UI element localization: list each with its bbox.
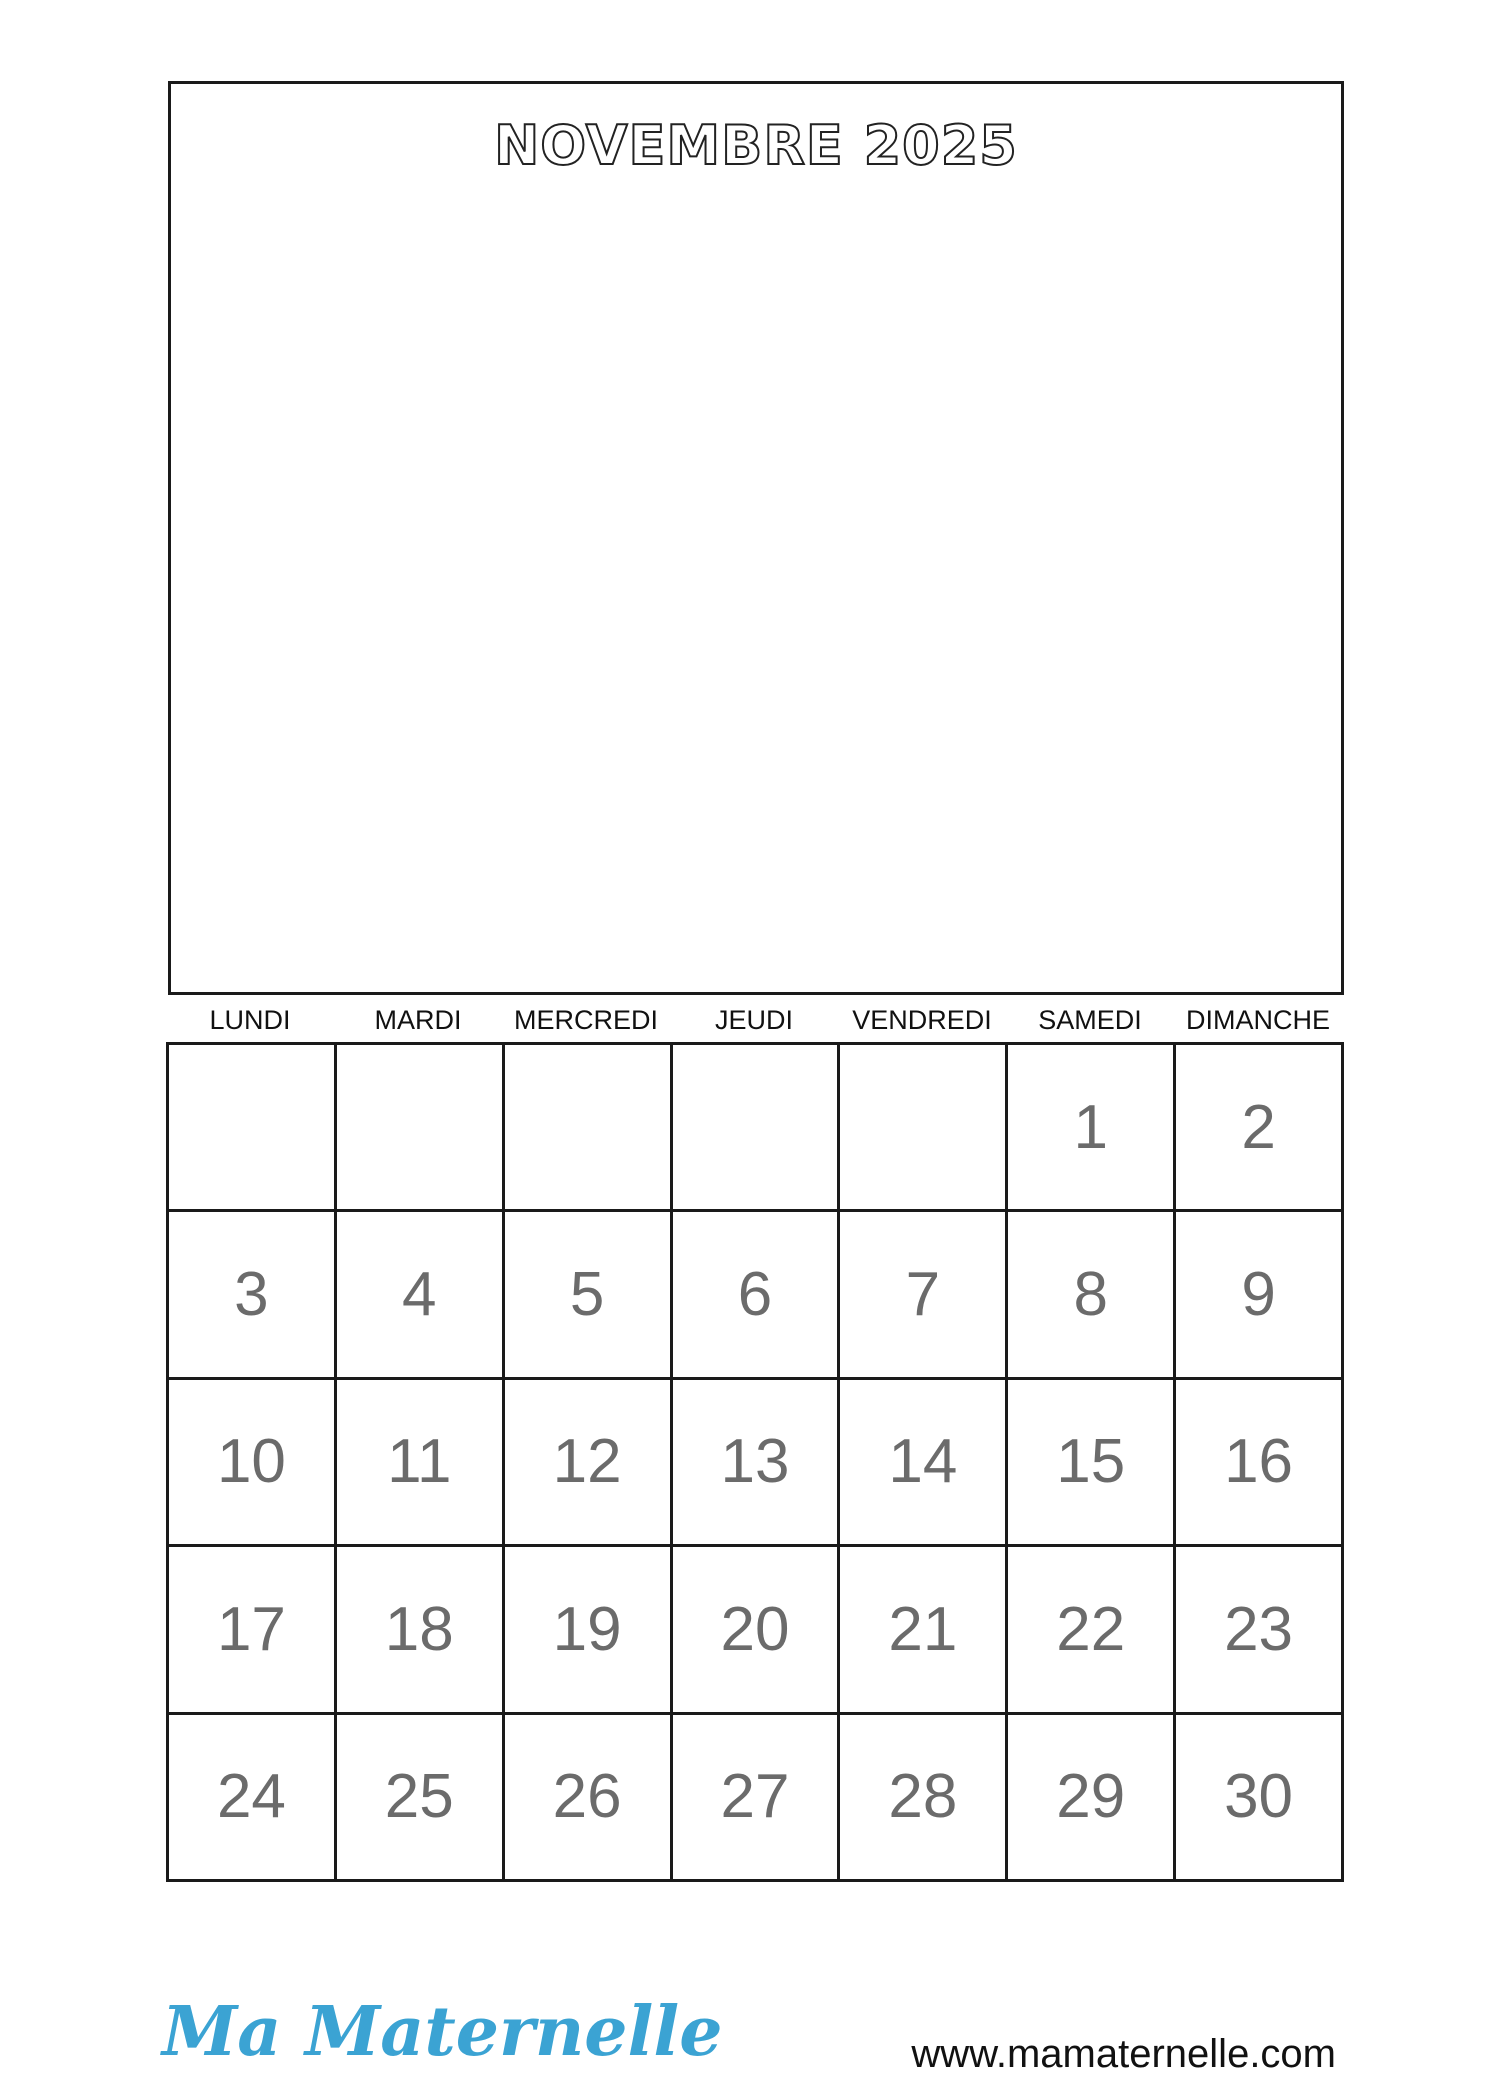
day-cell [840,1045,1008,1212]
day-cell: 23 [1176,1547,1344,1714]
day-cell: 13 [673,1380,841,1547]
day-cell: 8 [1008,1212,1176,1379]
day-cell: 6 [673,1212,841,1379]
day-cell: 9 [1176,1212,1344,1379]
month-title: NOVEMBRE 2025 [494,114,1018,177]
day-cell: 15 [1008,1380,1176,1547]
day-cell [337,1045,505,1212]
day-cell [673,1045,841,1212]
day-cell: 10 [169,1380,337,1547]
day-cell: 19 [505,1547,673,1714]
weekday-header-row [166,1002,1342,1038]
weekday-sunday: DIMANCHE [1185,1005,1330,1035]
brand-logo: Ma Maternelle [162,1992,723,2072]
day-cell: 21 [840,1547,1008,1714]
weekday-wednesday: MERCREDI [513,1005,658,1035]
day-cell: 24 [169,1715,337,1882]
day-cell: 12 [505,1380,673,1547]
day-cell: 5 [505,1212,673,1379]
day-cell: 1 [1008,1045,1176,1212]
day-cell: 18 [337,1547,505,1714]
day-cell: 11 [337,1380,505,1547]
day-cell: 27 [673,1715,841,1882]
weekday-thursday: JEUDI [714,1005,793,1035]
weekday-tuesday: MARDI [374,1005,462,1035]
day-cell [505,1045,673,1212]
day-cell: 4 [337,1212,505,1379]
day-cell: 14 [840,1380,1008,1547]
day-cell: 16 [1176,1380,1344,1547]
day-cell: 30 [1176,1715,1344,1882]
day-cell: 29 [1008,1715,1176,1882]
day-cell: 3 [169,1212,337,1379]
day-cell: 17 [169,1547,337,1714]
website-url: www.mamaternelle.com [911,2032,1336,2076]
drawing-frame [168,81,1344,995]
day-cell: 2 [1176,1045,1344,1212]
day-cell: 20 [673,1547,841,1714]
weekday-monday: LUNDI [209,1005,291,1035]
day-cell: 28 [840,1715,1008,1882]
day-cell: 7 [840,1212,1008,1379]
weekday-saturday: SAMEDI [1038,1005,1142,1035]
day-cell [169,1045,337,1212]
weekday-friday: VENDREDI [852,1005,992,1035]
day-cell: 26 [505,1715,673,1882]
day-cell: 25 [337,1715,505,1882]
calendar-grid [166,1042,1344,1882]
day-cell: 22 [1008,1547,1176,1714]
